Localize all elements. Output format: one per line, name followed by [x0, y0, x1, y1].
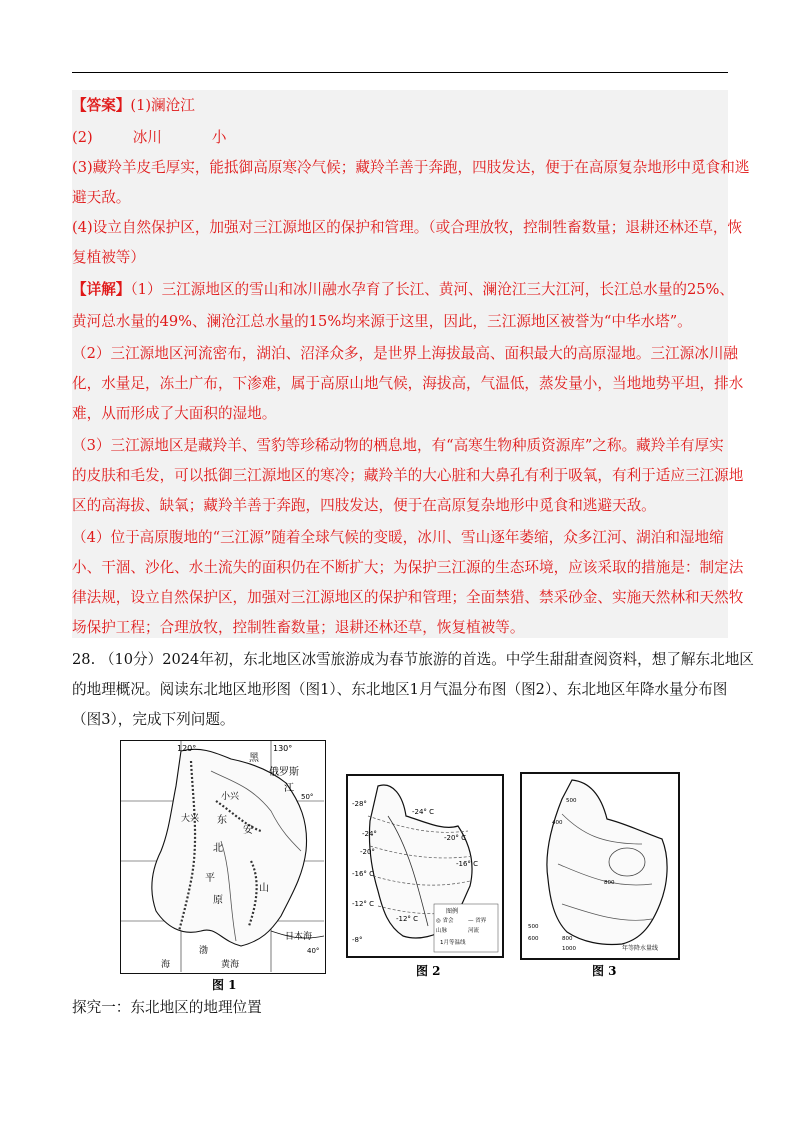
figure-2-temperature-map	[346, 774, 504, 958]
fig2-temp-2: -24° C	[412, 808, 435, 816]
detail-line-4: 化，水量足，冻土广布，下渗难，属于高原山地气候，海拔高，气温低，蒸发量小，当地地势平坦，排水	[72, 375, 744, 392]
fig1-dong: 东	[217, 815, 227, 826]
fig1-lat-40: 40°	[307, 947, 320, 955]
answer-num: (2)	[72, 129, 93, 146]
fig2-legend-capital: ◎ 省会	[436, 918, 454, 924]
fig3-value-1: 500	[566, 798, 577, 804]
fig1-hai: 海	[161, 960, 171, 970]
fig2-legend-mountain: 山脉	[436, 928, 448, 934]
fig1-an: 安	[243, 825, 253, 836]
fig1-lon-120: 120°	[177, 744, 197, 753]
figure-1-terrain-map	[120, 740, 326, 974]
detail-line-2: 黄河总水量的49%、澜沧江总水量的15%均来源于这里，因此，三江源地区被誉为“中华水塔”。	[72, 313, 692, 330]
header-rule	[72, 72, 728, 73]
fig1-lat-50: 50°	[301, 793, 314, 801]
fig1-xiaoxing: 小兴	[221, 792, 240, 802]
figure-1-drawing	[121, 741, 324, 972]
detail-line-6: （3）三江源地区是藏羚羊、雪豹等珍稀动物的栖息地，有“高寒生物种质资源库”之称。藏羚羊有厚实	[72, 437, 724, 454]
detail-line-1	[72, 280, 734, 300]
fig3-value-7: 1000	[562, 946, 576, 952]
figure-1-caption: 图 1	[212, 978, 237, 992]
answer-line-1	[72, 96, 195, 116]
detail-line-12: 场保护工程；合理放牧，控制牲畜数量；退耕还林还草，恢复植被等。	[72, 619, 525, 636]
fig1-daxing: 大兴	[181, 814, 200, 824]
question-line-1: 28. （10分）2024年初，东北地区冰雪旅游成为春节旅游的首选。中学生甜甜查阅资料，想了解东北地区	[72, 651, 754, 668]
fig2-temp-10: -8°	[352, 936, 363, 944]
fig2-temp-1: -28°	[352, 800, 367, 808]
fig1-yuan: 原	[213, 895, 223, 906]
section-title: 探究一：东北地区的地理位置	[72, 999, 262, 1016]
figure-2-drawing	[348, 776, 502, 956]
fig1-bei: 北	[213, 843, 223, 854]
answer-tag: 【答案】	[72, 97, 131, 114]
answer-line-6: 复植被等）	[72, 249, 145, 266]
detail-tag: 【详解】	[72, 281, 131, 298]
fig2-temp-3: -24°	[362, 830, 377, 838]
fig3-value-2: 400	[552, 820, 563, 826]
fig1-russia: 俄罗斯	[269, 767, 299, 778]
fig3-value-6: 800	[562, 936, 573, 942]
fig2-temp-7: -20° C	[444, 834, 467, 842]
fig1-huanghai: 黄海	[221, 960, 240, 970]
answer-line-5: (4)设立自然保护区，加强对三江源地区的保护和管理。（或合理放牧，控制牲畜数量；退耕还林还草，恢	[72, 219, 743, 236]
detail-line-3: （2）三江源地区河流密布，湖泊、沼泽众多，是世界上海拔最高、面积最大的高原湿地。三江源冰川融	[72, 345, 739, 362]
fig1-ping: 平	[205, 873, 215, 884]
fig1-jiang: 江	[284, 783, 294, 794]
fig2-legend-river: 河流	[468, 928, 480, 934]
figure-2-caption: 图 2	[416, 964, 441, 978]
fig2-legend-title: 图例	[446, 908, 459, 915]
fig2-temp-5: -16° C	[352, 870, 375, 878]
fig2-temp-8: -12° C	[352, 900, 375, 908]
fig3-value-4: 500	[528, 924, 539, 930]
detail-line-5: 难，从而形成了大面积的湿地。	[72, 405, 277, 422]
fig2-legend-isotherm: 1月等温线	[440, 940, 466, 946]
fig2-temp-6: -16° C	[456, 860, 479, 868]
answer-line-2	[72, 128, 227, 148]
detail-line-11: 律法规，设立自然保护区，加强对三江源地区的保护和管理；全面禁猎、禁采砂金、实施天然林和天然牧	[72, 589, 744, 606]
answer-blank-a: 冰川	[132, 129, 162, 146]
figure-3-caption: 图 3	[592, 964, 617, 978]
fig1-sea: 日本海	[285, 932, 313, 942]
fig1-lon-130: 130°	[273, 744, 293, 753]
question-line-3: （图3），完成下列问题。	[72, 711, 235, 728]
answer-blank-b: 小	[211, 129, 227, 146]
detail-line-8: 区的高海拔、缺氧；藏羚羊善于奔跑，四肢发达，便于在高原复杂地形中觅食和逃避天敌。	[72, 497, 656, 514]
fig3-legend: 年等降水量线	[622, 945, 659, 952]
detail-line-7: 的皮肤和毛发，可以抵御三江源地区的寒冷；藏羚羊的大心脏和大鼻孔有利于吸氧，有利于适应三江源地	[72, 467, 744, 484]
question-line-2: 的地理概况。阅读东北地区地形图（图1）、东北地区1月气温分布图（图2）、东北地区年降水量分布图	[72, 681, 728, 698]
fig2-temp-9: -12° C	[396, 915, 419, 923]
answer-line-3: (3)藏羚羊皮毛厚实，能抵御高原寒冷气候；藏羚羊善于奔跑，四肢发达，便于在高原复杂地形中觅食和逃	[72, 159, 750, 176]
fig1-hei: 黑	[249, 753, 259, 764]
detail-text: （1）三江源地区的雪山和冰川融水孕育了长江、黄河、澜沧江三大江河，长江总水量的25%、	[130, 281, 734, 298]
answer-line-4: 避天敌。	[72, 189, 131, 206]
fig3-value-5: 600	[528, 936, 539, 942]
fig1-bo: 渤	[199, 946, 209, 956]
detail-line-9: （4）位于高原腹地的“三江源”随着全球气候的变暖，冰川、雪山逐年萎缩，众多江河、湖泊和湿地缩	[72, 529, 724, 546]
detail-line-10: 小、干涸、沙化、水土流失的面积仍在不断扩大；为保护三江源的生态环境，应该采取的措施是：制定法	[72, 559, 744, 576]
fig2-legend-border: — 省界	[468, 918, 487, 924]
figure-3-precipitation-map	[520, 772, 680, 960]
figure-3-drawing	[522, 774, 678, 958]
fig3-value-3: 800	[604, 880, 615, 886]
answer-text: (1)澜沧江	[130, 97, 195, 114]
fig1-shan: 山	[259, 883, 269, 894]
fig2-temp-4: -20°	[360, 848, 375, 856]
